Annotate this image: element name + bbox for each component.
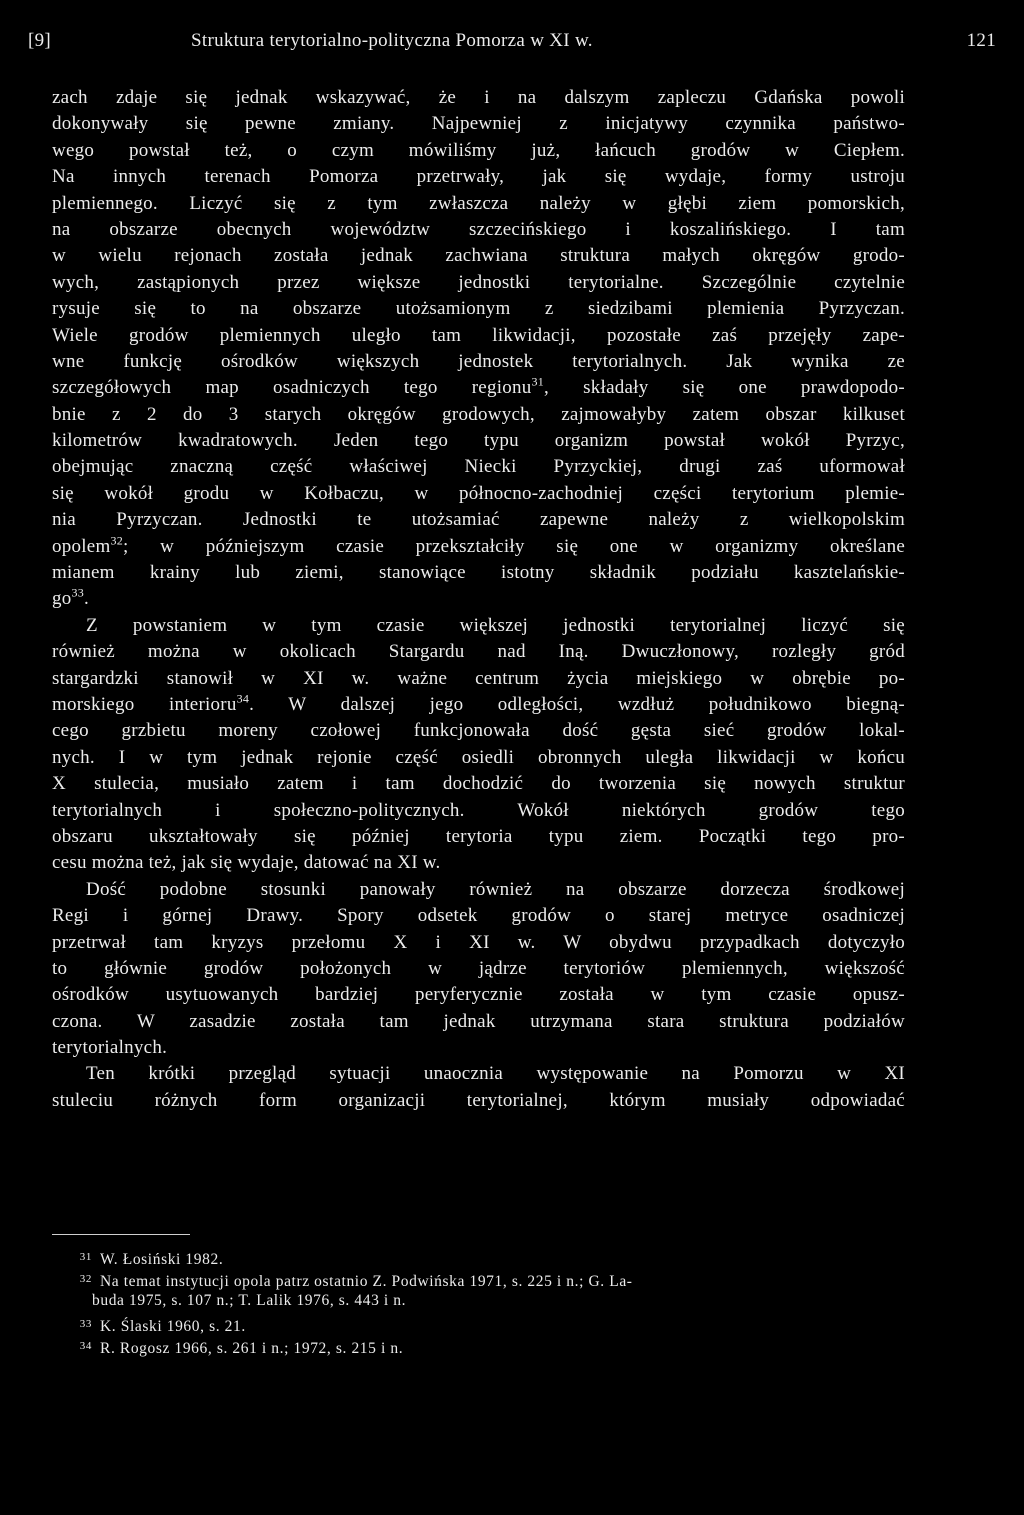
- text-line: na obszarze obecnych województw szczecińskiego i koszalińskiego. I tam: [52, 218, 905, 240]
- text-line: przetrwał tam kryzys przełomu X i XI w. W obydwu przypadkach dotyczyło: [52, 931, 905, 953]
- footnote-continuation: buda 1975, s. 107 n.; T. Lalik 1976, s. 443 i n.: [92, 1292, 407, 1310]
- text-line: Na innych terenach Pomorza przetrwały, jak się wydaje, formy ustroju: [52, 166, 905, 188]
- text-line: stargardzki stanowił w XI w. ważne centrum życia miejskiego w obrębie po-: [52, 667, 905, 689]
- text-segment: szczegółowych map osadniczych tego regionu: [52, 377, 532, 399]
- text-line: kilometrów kwadratowych. Jeden tego typu organizm powstał wokół Pyrzyc,: [52, 430, 905, 452]
- text-line: Regi i górnej Drawy. Spory odsetek grodów o starej metryce osadniczej: [52, 905, 905, 927]
- footnote: [52, 1268, 905, 1290]
- footnote-number: 34: [79, 1339, 92, 1352]
- text-line: terytorialnych.: [52, 1037, 168, 1059]
- text-line: mianem krainy lub ziemi, stanowiące istotny składnik podziału kasztelańskie-: [52, 562, 905, 584]
- text-line: terytorialnych i społeczno-politycznych. Wokół niektórych grodów tego: [52, 799, 905, 821]
- footnote: [52, 1335, 905, 1357]
- text-line: się wokół grodu w Kołbaczu, w północno-zachodniej części terytorium plemie-: [52, 482, 905, 504]
- text-line-with-ref: [52, 534, 905, 560]
- footnote-text: R. Rogosz 1966, s. 261 i n.; 1972, s. 215 i n.: [100, 1339, 404, 1357]
- text-segment: . W dalszej jego odległości, wzdłuż południkowo biegną-: [249, 693, 905, 715]
- text-line: stuleciu różnych form organizacji terytorialnej, którym musiały odpowiadać: [52, 1089, 905, 1111]
- text-line: zach zdaje się jednak wskazywać, że i na dalszym zapleczu Gdańska powoli: [52, 87, 905, 108]
- text-line: rysuje się to na obszarze utożsamionym z siedzibami plemienia Pyrzyczan.: [52, 298, 905, 320]
- text-segment: morskiego interioru: [52, 693, 237, 715]
- text-line: wne funkcję ośrodków większych jednostek terytorialnych. Jak wynika ze: [52, 350, 905, 372]
- footnote-ref: 32: [110, 533, 123, 548]
- text-line: również można w okolicach Stargardu nad Iną. Dwuczłonowy, rozległy gród: [52, 641, 905, 663]
- text-segment: .: [84, 588, 89, 610]
- footnote-number: 32: [79, 1273, 92, 1286]
- text-line-with-ref: [52, 586, 905, 612]
- footnote-text: Na temat instytucji opola patrz ostatnio Z. Podwińska 1971, s. 225 i n.; G. La-: [100, 1273, 633, 1291]
- footnote-text: W. Łosiński 1982.: [100, 1251, 224, 1268]
- text-line: plemiennego. Liczyć się z tym zwłaszcza należy w głębi ziem pomorskich,: [52, 192, 905, 214]
- footnote-number: 33: [79, 1317, 92, 1330]
- text-segment: , składały się one prawdopodo-: [544, 377, 905, 399]
- text-line: cesu można też, jak się wydaje, datować na XI w.: [52, 852, 441, 874]
- text-line: Ten krótki przegląd sytuacji unaocznia występowanie na Pomorzu w XI: [86, 1063, 905, 1085]
- text-line: czona. W zasadzie została tam jednak utrzymana stara struktura podziałów: [52, 1010, 905, 1032]
- text-line: to głównie grodów położonych w jądrze terytoriów plemiennych, większość: [52, 957, 905, 979]
- running-header: [28, 30, 996, 58]
- footnote: [52, 1246, 905, 1268]
- text-line: Z powstaniem w tym czasie większej jednostki terytorialnej liczyć się: [86, 614, 905, 636]
- footnote: [52, 1313, 905, 1335]
- text-line: dokonywały się pewne zmiany. Najpewniej z inicjatywy czynnika państwo-: [52, 113, 905, 135]
- text-line: obszaru ukształtowały się później terytoria typu ziem. Początki tego pro-: [52, 825, 905, 847]
- page-number: 121: [966, 30, 996, 51]
- text-line-with-ref: [52, 692, 905, 718]
- text-line: Dość podobne stosunki panowały również na obszarze dorzecza środkowej: [86, 878, 905, 900]
- text-line: wego powstał też, o czym mówiliśmy już, łańcuch grodów w Ciepłem.: [52, 139, 905, 161]
- text-line-with-ref: [52, 375, 905, 401]
- footnote-ref: 31: [531, 374, 544, 389]
- text-segment: opolem: [52, 535, 111, 557]
- text-line: cego grzbietu moreny czołowej funkcjonowała dość gęsta sieć grodów lokal-: [52, 720, 905, 742]
- section-marker: [9]: [28, 30, 52, 51]
- footnote-text: K. Ślaski 1960, s. 21.: [100, 1317, 246, 1335]
- text-segment: go: [52, 588, 72, 610]
- footnote-ref: 33: [71, 586, 84, 601]
- text-line: X stulecia, musiało zatem i tam dochodzić do tworzenia się nowych struktur: [52, 773, 905, 795]
- text-line: Wiele grodów plemiennych uległo tam likwidacji, pozostałe zaś przejęły zape-: [52, 324, 905, 346]
- footnote-separator: [52, 1234, 190, 1235]
- running-title: Struktura terytorialno-polityczna Pomorza w XI w.: [191, 30, 593, 51]
- footnotes: [52, 1246, 905, 1357]
- text-line: ośrodków usytuowanych bardziej peryferycznie została w tym czasie opusz-: [52, 984, 905, 1006]
- text-line: bnie z 2 do 3 starych okręgów grodowych, zajmowałyby zatem obszar kilkuset: [52, 403, 905, 425]
- text-line: obejmując znaczną część właściwej Niecki Pyrzyckiej, drugi zaś uformował: [52, 456, 905, 478]
- text-line: nych. I w tym jednak rejonie część osiedli obronnych uległa likwidacji w końcu: [52, 746, 905, 768]
- text-line: nia Pyrzyczan. Jednostki te utożsamiać zapewne należy z wielkopolskim: [52, 509, 905, 531]
- footnote-number: 31: [79, 1251, 92, 1263]
- footnote-ref: 34: [236, 691, 250, 706]
- text-line: wych, zastąpionych przez większe jednostki terytorialne. Szczególnie czytelnie: [52, 271, 905, 293]
- text-segment: ; w późniejszym czasie przekształciły się one w organizmy określane: [123, 535, 905, 557]
- text-line: w wielu rejonach została jednak zachwiana struktura małych okręgów grodo-: [52, 245, 905, 267]
- body-text: [52, 85, 905, 1114]
